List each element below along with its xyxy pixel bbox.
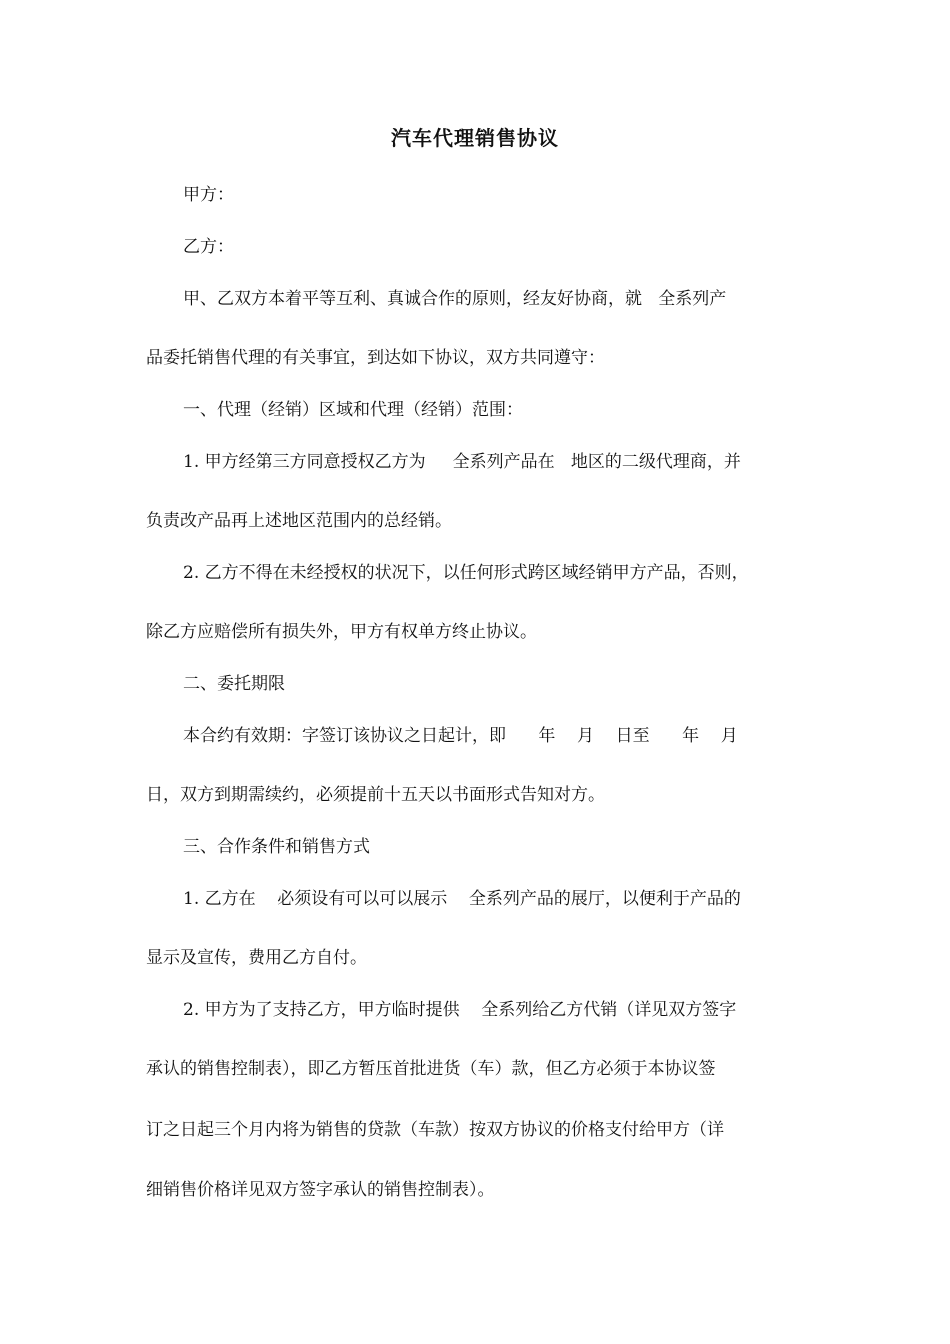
clause-1-1-line-2: 负责改产品再上述地区范围内的总经销。 [146, 511, 452, 531]
clause-3-2-line-2: 承认的销售控制表），即乙方暂压首批进货（车）款，但乙方必须于本协议签 [146, 1059, 716, 1079]
clause-3-2-line-4: 细销售价格详见双方签字承认的销售控制表）。 [146, 1180, 495, 1200]
document-title: 汽车代理销售协议 [391, 126, 559, 150]
clause-3-2-line-1: 2. 甲方为了支持乙方，甲方临时提供 全系列给乙方代销（详见双方签字 [183, 1000, 737, 1020]
section-3-heading: 三、合作条件和销售方式 [183, 837, 370, 857]
preamble-line-2: 品委托销售代理的有关事宜，到达如下协议，双方共同遵守： [146, 348, 605, 368]
term-line-1: 本合约有效期：字签订该协议之日起计，即 年 月 日至 年 月 [183, 726, 738, 746]
clause-1-2-line-1: 2. 乙方不得在未经授权的状况下，以任何形式跨区域经销甲方产品，否则， [183, 563, 749, 583]
term-line-2: 日，双方到期需续约，必须提前十五天以书面形式告知对方。 [146, 785, 605, 805]
clause-1-2-line-2: 除乙方应赔偿所有损失外，甲方有权单方终止协议。 [146, 622, 537, 642]
section-1-heading: 一、代理（经销）区域和代理（经销）范围： [183, 400, 523, 420]
clause-1-1-line-1: 1. 甲方经第三方同意授权乙方为 全系列产品在 地区的二级代理商，并 [183, 452, 741, 472]
clause-3-1-line-1: 1. 乙方在 必须设有可以可以展示 全系列产品的展厅，以便利于产品的 [183, 889, 741, 909]
preamble-line-1: 甲、乙双方本着平等互利、真诚合作的原则，经友好协商，就 全系列产 [183, 289, 727, 309]
party-a-line: 甲方： [183, 185, 234, 205]
clause-3-1-line-2: 显示及宣传，费用乙方自付。 [146, 948, 367, 968]
party-b-line: 乙方： [183, 237, 234, 257]
clause-3-2-line-3: 订之日起三个月内将为销售的贷款（车款）按双方协议的价格支付给甲方（详 [146, 1120, 724, 1140]
section-2-heading: 二、委托期限 [183, 674, 285, 694]
